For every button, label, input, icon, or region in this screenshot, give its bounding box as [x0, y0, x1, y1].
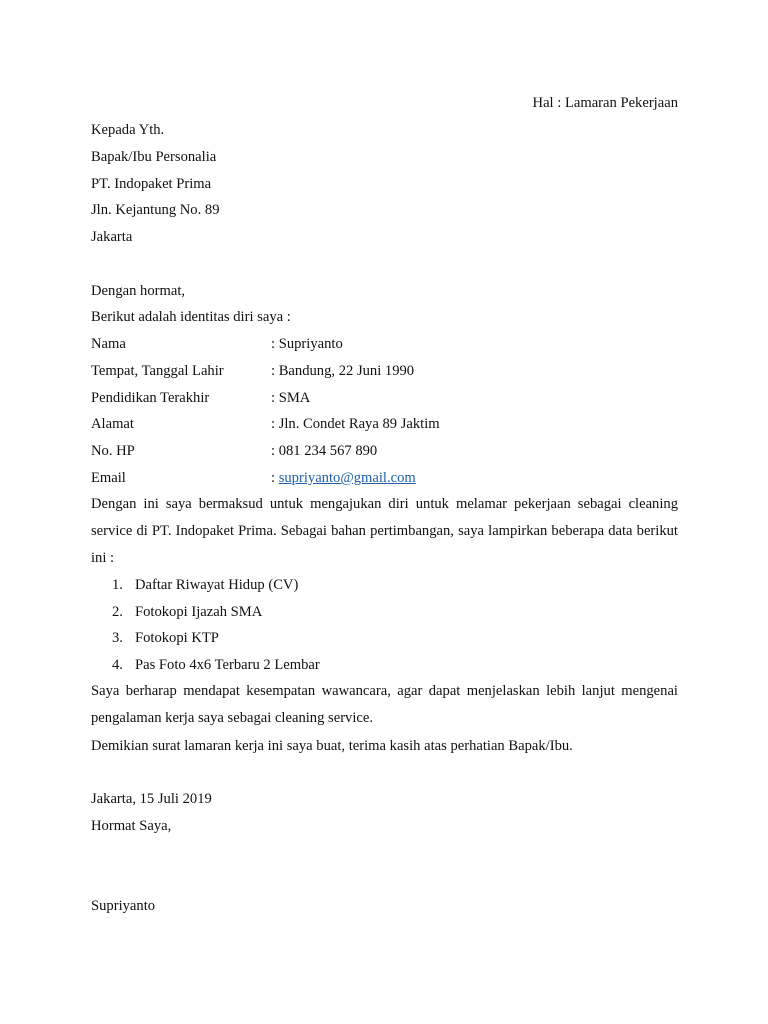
signature-name: Supriyanto: [91, 898, 156, 914]
identity-value-address: : Jln. Condet Raya 89 Jaktim: [271, 416, 440, 432]
letter-subject: Hal : Lamaran Pekerjaan: [532, 95, 678, 111]
identity-label-name: Nama: [91, 336, 126, 352]
recipient-title: Bapak/Ibu Personalia: [91, 149, 217, 165]
identity-intro: Berikut adalah identitas diri saya :: [91, 309, 291, 325]
identity-label-phone: No. HP: [91, 443, 135, 459]
attachment-item: Pas Foto 4x6 Terbaru 2 Lembar: [135, 657, 320, 673]
attachment-number: 4.: [112, 657, 123, 673]
identity-value-email: [271, 469, 416, 487]
email-prefix: :: [271, 470, 279, 486]
identity-value-phone: : 081 234 567 890: [271, 443, 378, 459]
identity-value-name: : Supriyanto: [271, 336, 343, 352]
recipient-city: Jakarta: [91, 229, 133, 245]
identity-label-education: Pendidikan Terakhir: [91, 390, 210, 406]
recipient-company: PT. Indopaket Prima: [91, 176, 212, 192]
recipient-salutation: Kepada Yth.: [91, 122, 165, 138]
recipient-address: Jln. Kejantung No. 89: [91, 202, 220, 218]
attachment-item: Fotokopi Ijazah SMA: [135, 604, 263, 620]
greeting: Dengan hormat,: [91, 283, 186, 299]
identity-value-birth: : Bandung, 22 Juni 1990: [271, 363, 415, 379]
attachment-item: Daftar Riwayat Hidup (CV): [135, 577, 299, 593]
attachment-number: 1.: [112, 577, 123, 593]
place-date: Jakarta, 15 Juli 2019: [91, 791, 212, 807]
identity-label-address: Alamat: [91, 416, 134, 432]
closing-paragraph: Demikian surat lamaran kerja ini saya buat, terima kasih atas perhatian Bapak/Ibu.: [91, 738, 573, 754]
identity-value-education: : SMA: [271, 390, 311, 406]
hope-paragraph: Saya berharap mendapat kesempatan wawancara, agar dapat menjelaskan lebih lanjut mengenai pengalaman kerja saya sebagai cleaning service.: [91, 683, 678, 726]
attachment-number: 3.: [112, 630, 123, 646]
attachment-item: Fotokopi KTP: [135, 630, 219, 646]
body-paragraph: Dengan ini saya bermaksud untuk mengajukan diri untuk melamar pekerjaan sebagai cleaning service di PT. Indopaket Prima. Sebagai bahan pertimbangan, saya lampirkan beberapa data berikut ini :: [91, 496, 678, 566]
identity-label-email: Email: [91, 470, 126, 486]
email-link[interactable]: supriyanto@gmail.com: [278, 470, 416, 486]
attachment-number: 2.: [112, 604, 123, 620]
identity-label-birth: Tempat, Tanggal Lahir: [91, 363, 224, 379]
sign-off: Hormat Saya,: [91, 818, 172, 834]
